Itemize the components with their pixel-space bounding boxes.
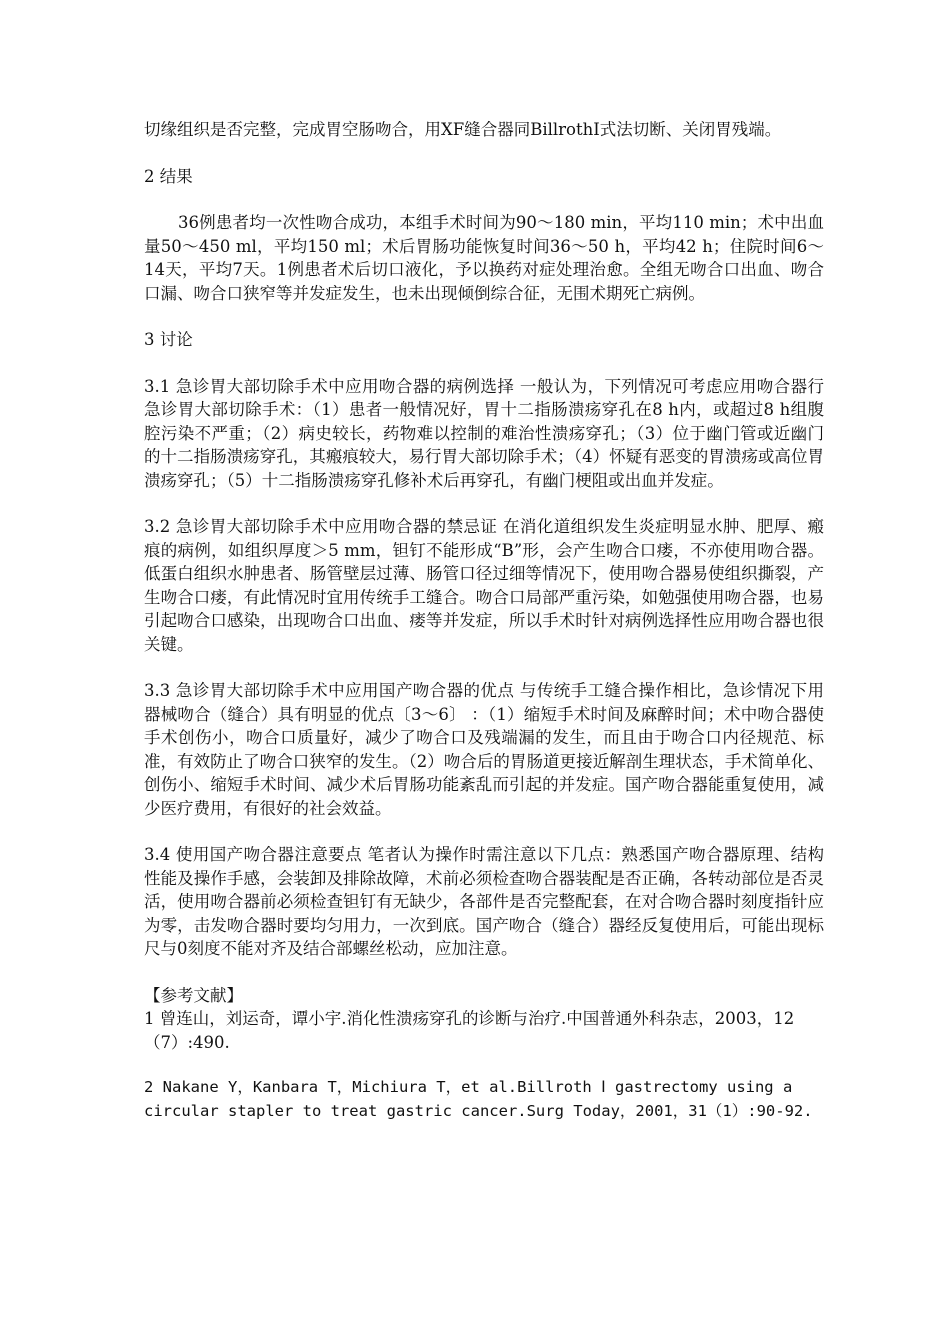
discussion-paragraph-3-4: 3.4 使用国产吻合器注意要点 笔者认为操作时需注意以下几点：熟悉国产吻合器原理、结构性能及操作手感，会装卸及排除故障，术前必须检查吻合器装配是否正确，各转动部位是否灵活，使用吻合器前必须检查钽钉有无缺少，各部件是否完整配套，在对合吻合器时刻度指针应为零，击发吻合器时要均匀用力，一次到底。国产吻合（缝合）器经反复使用后，可能出现标尺与0刻度不能对齐及结合部螺丝松动，应加注意。 xyxy=(144,845,824,958)
section-heading-discussion: 3 讨论 xyxy=(144,330,193,349)
section-heading-results: 2 结果 xyxy=(144,166,193,186)
references-heading: 【参考文献】 xyxy=(144,985,243,1005)
discussion-paragraph-3-2: 3.2 急诊胃大部切除手术中应用吻合器的禁忌证 在消化道组织发生炎症明显水肿、肥厚、瘢痕的病例，如组织厚度＞5 mm，钽钉不能形成“B”形，会产生吻合口瘘，不亦使用吻合器。低蛋白组织水肿患者、肠管壁层过薄、肠管口径过细等情况下，使用吻合器易使组织撕裂，产生吻合口瘘，有此情况时宜用传统手工缝合。吻合口局部严重污染，如勉强使用吻合器，也易引起吻合口感染，出现吻合口出血、瘘等并发症，所以手术时针对病例选择性应用吻合器也很关键。 xyxy=(144,517,824,654)
intro-paragraph: 切缘组织是否完整，完成胃空肠吻合，用XF缝合器同BillrothⅠ式法切断、关闭胃残端。 xyxy=(144,120,782,139)
reference-item-2: 2 Nakane Y，Kanbara T，Michiura T，et al.Billroth Ⅰ gastrectomy using a circular stapler to treat gastric cancer.Surg Today，2001，31（1）:90-92. xyxy=(144,1078,813,1120)
document-page xyxy=(144,118,824,1145)
reference-item-1: 1 曾连山，刘运奇，谭小宇.消化性溃疡穿孔的诊断与治疗.中国普通外科杂志，2003，12（7）:490. xyxy=(144,1009,795,1052)
discussion-paragraph-3-1: 3.1 急诊胃大部切除手术中应用吻合器的病例选择 一般认为，下列情况可考虑应用吻合器行急诊胃大部切除手术：（1）患者一般情况好，胃十二指肠溃疡穿孔在8 h内，或超过8 h组腹腔污染不严重；（2）病史较长，药物难以控制的难治性溃疡穿孔；（3）位于幽门管或近幽门的十二指肠溃疡穿孔，其瘢痕较大，易行胃大部切除手术；（4）怀疑有恶变的胃溃疡或高位胃溃疡穿孔；（5）十二指肠溃疡穿孔修补术后再穿孔，有幽门梗阻或出血并发症。 xyxy=(144,376,824,490)
results-paragraph: 36例患者均一次性吻合成功，本组手术时间为90～180 min，平均110 min；术中出血量50～450 ml，平均150 ml；术后胃肠功能恢复时间36～50 h，平均42 h；住院时间6～14天，平均7天。1例患者术后切口液化，予以换药对症处理治愈。全组无吻合口出血、吻合口漏、吻合口狭窄等并发症发生，也未出现倾倒综合征，无围术期死亡病例。 xyxy=(144,213,824,303)
discussion-paragraph-3-3: 3.3 急诊胃大部切除手术中应用国产吻合器的优点 与传统手工缝合操作相比，急诊情况下用器械吻合（缝合）具有明显的优点〔3～6〕 ：（1）缩短手术时间及麻醉时间；术中吻合器使手术创伤小，吻合口质量好，减少了吻合口及残端漏的发生，而且由于吻合口内径规范、标准，有效防止了吻合口狭窄的发生。（2）吻合后的胃肠道更接近解剖生理状态，手术简单化、创伤小、缩短手术时间、减少术后胃肠功能紊乱而引起的并发症。国产吻合器能重复使用，减少医疗费用，有很好的社会效益。 xyxy=(144,681,824,818)
